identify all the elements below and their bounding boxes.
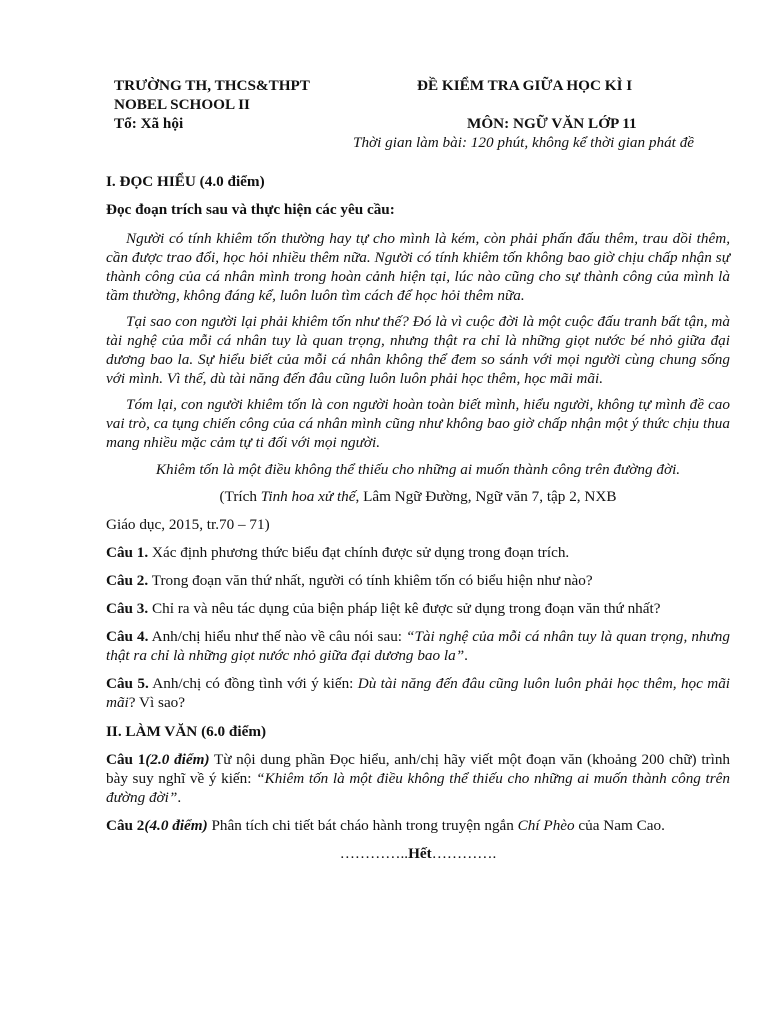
question-points: (2.0 điểm) [145,751,210,768]
department: Tổ: Xã hội [114,115,184,132]
question-text: Từ nội dung phần Đọc hiểu, anh/chị hãy viết một đoạn văn (khoảng 200 chữ) trình bày suy nghĩ về ý kiến: [106,751,731,787]
exam-subject: MÔN: NGỮ VĂN LỚP 11 [467,115,637,132]
question-label: Câu 1. [106,544,149,561]
exam-time: Thời gian làm bài: 120 phút, không kể thời gian phát đề [353,134,695,151]
exam-header [106,76,730,152]
exam-page [106,76,730,863]
question-quote: “Tài nghệ của mỗi cá nhân tuy là quan trọng, nhưng thật ra chỉ là những giọt nước nhỏ giữa đại dương bao la” [106,628,730,664]
question-label: Câu 2 [106,817,145,834]
question-quote: Dù tài năng đến đâu cũng luôn luôn phải học thêm, học mãi mãi [106,675,731,711]
question-points: (4.0 điểm) [144,817,208,834]
question-quote: “Khiêm tốn là một điều không thể thiếu cho những ai muốn thành công trên đường đời” [106,770,730,806]
question-label: Câu 1 [106,751,146,768]
passage-conclusion: Khiêm tốn là một điều không thể thiếu cho những ai muốn thành công trên đường đời. [155,461,681,478]
writing-question-1 [106,750,730,807]
question-4 [106,627,730,665]
question-5 [106,674,730,712]
question-tail: của Nam Cao. [574,817,665,834]
end-marker [106,844,730,863]
source-prefix: (Trích [219,488,261,505]
question-label: Câu 4. [106,628,149,645]
dots-right: …………. [431,845,497,862]
question-label: Câu 2. [106,572,149,589]
question-3 [106,599,730,618]
passage-source-line2: Giáo dục, 2015, tr.70 – 71) [106,516,270,533]
section-reading-title: I. ĐỌC HIỂU (4.0 điểm) [106,173,265,190]
reading-instruction: Đọc đoạn trích sau và thực hiện các yêu cầu: [106,201,395,218]
question-work: Chí Phèo [517,817,575,834]
question-tail: . [177,789,182,806]
source-rest: , Lâm Ngữ Đường, Ngữ văn 7, tập 2, NXB [355,488,617,505]
question-2 [106,571,730,590]
passage-paragraph-1: Người có tính khiêm tốn thường hay tự cho mình là kém, còn phải phấn đấu thêm, trau dồi thêm, cần được trao đổi, học hỏi nhiều thêm nữa. Người có tính khiêm tốn không bao giờ chịu chấp nhận sự thành công của cá nhân mình trong hoàn cảnh hiện tại, lúc nào cũng cho sự thành công của mình là tầm thường, không đáng kể, luôn luôn tìm cách để học hỏi thêm nữa. [106,230,730,304]
school-name-line1: TRƯỜNG TH, THCS&THPT [114,77,310,94]
passage-paragraph-2: Tại sao con người lại phải khiêm tốn như thế? Đó là vì cuộc đời là một cuộc đấu tranh bất tận, mà tài nghệ của mỗi cá nhân tuy là quan trọng, nhưng thật ra chỉ là những giọt nước bé nhỏ giữa đại dương bao la. Sự hiểu biết của mỗi cá nhân không thể đem so sánh với mọi người cùng chung sống với mình. Vì thế, dù tài năng đến đâu cũng luôn luôn phải học thêm, học mãi mãi. [106,313,730,387]
question-tail: ? Vì sao? [128,694,186,711]
question-text: Trong đoạn văn thứ nhất, người có tính khiêm tốn có biểu hiện như nào? [148,572,593,589]
passage-source [106,487,730,506]
school-name-line2: NOBEL SCHOOL II [114,96,250,113]
source-work: Tinh hoa xử thế [260,488,356,505]
question-text: Phân tích chi tiết bát cháo hành trong truyện ngắn [207,817,518,834]
question-text: Xác định phương thức biểu đạt chính được sử dụng trong đoạn trích. [148,544,570,561]
question-text: Anh/chị có đồng tình với ý kiến: [148,675,358,692]
question-text: Chỉ ra và nêu tác dụng của biện pháp liệt kê được sử dụng trong đoạn văn thứ nhất? [148,600,661,617]
section-writing-title: II. LÀM VĂN (6.0 điểm) [106,723,267,740]
passage-paragraph-3: Tóm lại, con người khiêm tốn là con người hoàn toàn biết mình, hiểu người, không tự mình đề cao vai trò, ca tụng chiến công của cá nhân mình cũng như không bao giờ chấp nhận một ý thức chịu thua mang nhiều mặc cảm tự ti đối với mọi người. [106,396,730,451]
reading-passage [106,229,730,452]
question-text: Anh/chị hiểu như thế nào về câu nói sau: [148,628,407,645]
end-text: Hết [408,845,432,862]
question-label: Câu 5. [106,675,149,692]
writing-question-2 [106,816,730,835]
question-1 [106,543,730,562]
exam-title: ĐỀ KIỂM TRA GIỮA HỌC KÌ I [417,77,633,94]
question-label: Câu 3. [106,600,149,617]
dots-left: ………….. [339,845,409,862]
question-tail: . [464,647,468,664]
